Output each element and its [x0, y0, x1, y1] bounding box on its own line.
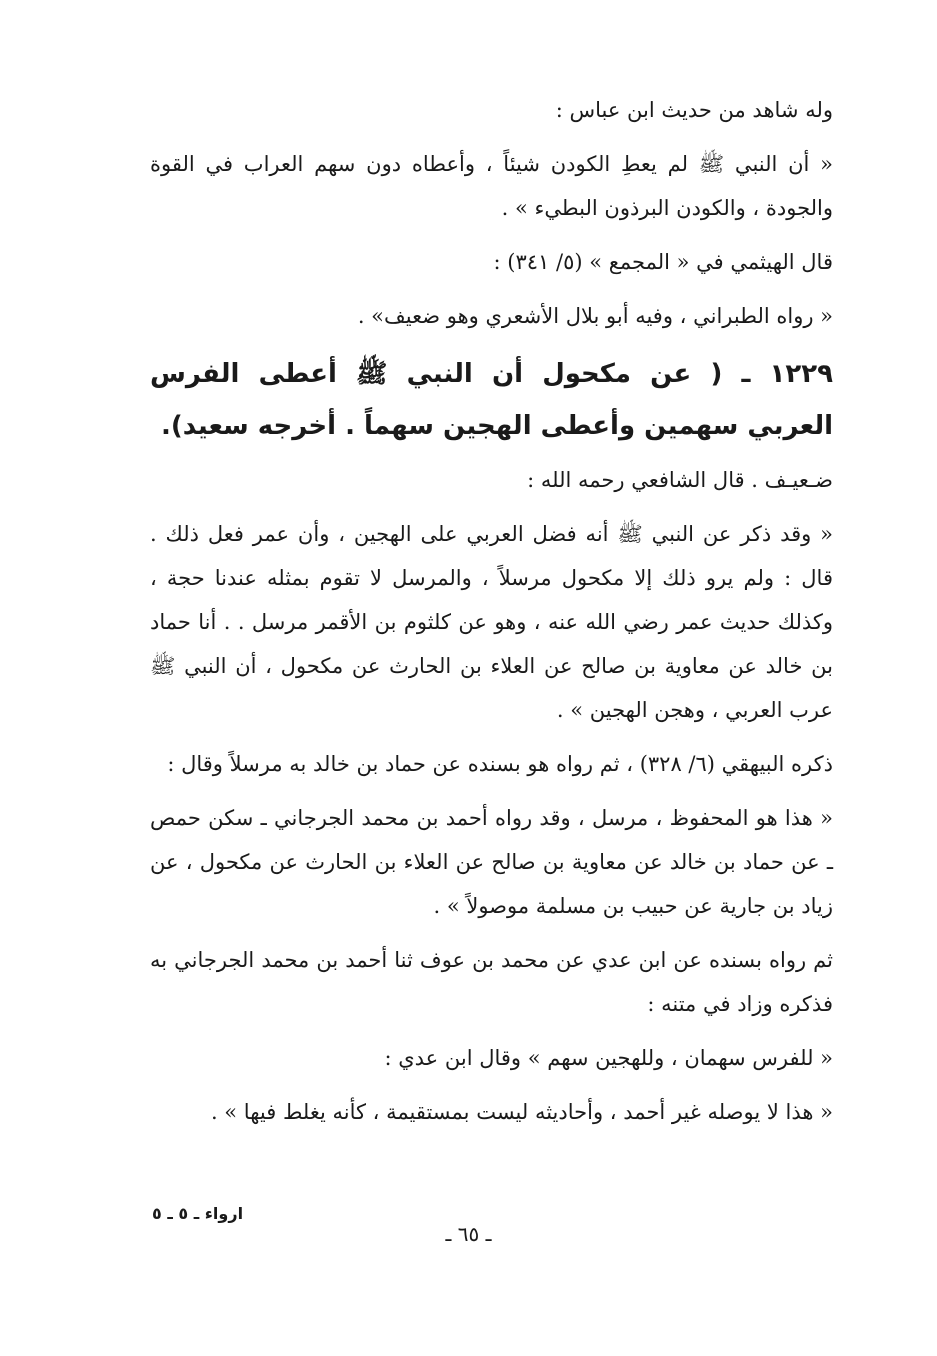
paragraph-4: « رواه الطبراني ، وفيه أبو بلال الأشعري وهو ضعيف» . [357, 304, 833, 328]
paragraph-9: « هذا هو المحفوظ ، مرسل ، وقد رواه أحمد بن محمد الجرجاني ـ سكن حمص ـ عن حماد بن خالد عن معاوية بن صالح عن العلاء بن الحارث عن مكحول ، عن زياد بن جارية عن حبيب بن مسلمة موصولاً » . [150, 806, 833, 918]
paragraph-1: وله شاهد من حديث ابن عباس : [555, 98, 833, 122]
paragraph-2: « أن النبي ﷺ لم يعطِ الكودن شيئاً ، وأعطاه دون سهم العراب في القوة والجودة ، والكودن البرذون البطيء » . [150, 152, 833, 220]
paragraph-12: « هذا لا يوصله غير أحمد ، وأحاديثه ليست بمستقيمة ، كأنه يغلط فيها » . [210, 1100, 833, 1124]
paragraph-10: ثم رواه بسنده عن ابن عدي عن محمد بن عوف ثنا أحمد بن محمد الجرجاني به فذكره وزاد في متنه : [150, 948, 833, 1016]
paragraph-11: « للفرس سهمان ، وللهجين سهم » وقال ابن عدي : [384, 1046, 833, 1070]
paragraph-6: ضـعيـف . قال الشافعي رحمه الله : [527, 468, 833, 492]
footer-signature: ارواء ـ ٥ ـ ٥ [152, 1204, 244, 1223]
hadith-heading: ١٢٢٩ ـ ( عن مكحول أن النبي ﷺ أعطى الفرس العربي سهمين وأعطى الهجين سهماً . أخرجه سعيد). [150, 359, 833, 441]
paragraph-7: « وقد ذكر عن النبي ﷺ أنه فضل العربي على الهجين ، وأن عمر فعل ذلك . قال : ولم يرو ذلك إلا مكحول مرسلاً ، والمرسل لا تقوم بمثله عندنا حجة ، وكذلك حديث عمر رضي الله عنه ، وهو عن كلثوم بن الأقمر مرسل . . أنا حماد بن خالد عن معاوية بن صالح عن العلاء بن الحارث عن مكحول ، أن النبي ﷺ عرب العربي ، وهجن الهجين » . [150, 522, 833, 722]
paragraph-3: قال الهيثمي في « المجمع » (٥/ ٣٤١) : [493, 250, 833, 274]
paragraph-8: ذكره البيهقي (٦/ ٣٢٨) ، ثم رواه هو بسنده عن حماد بن خالد به مرسلاً وقال : [167, 752, 833, 776]
page-number: ـ ٦٥ ـ [445, 1222, 492, 1246]
page-body [150, 88, 833, 1144]
